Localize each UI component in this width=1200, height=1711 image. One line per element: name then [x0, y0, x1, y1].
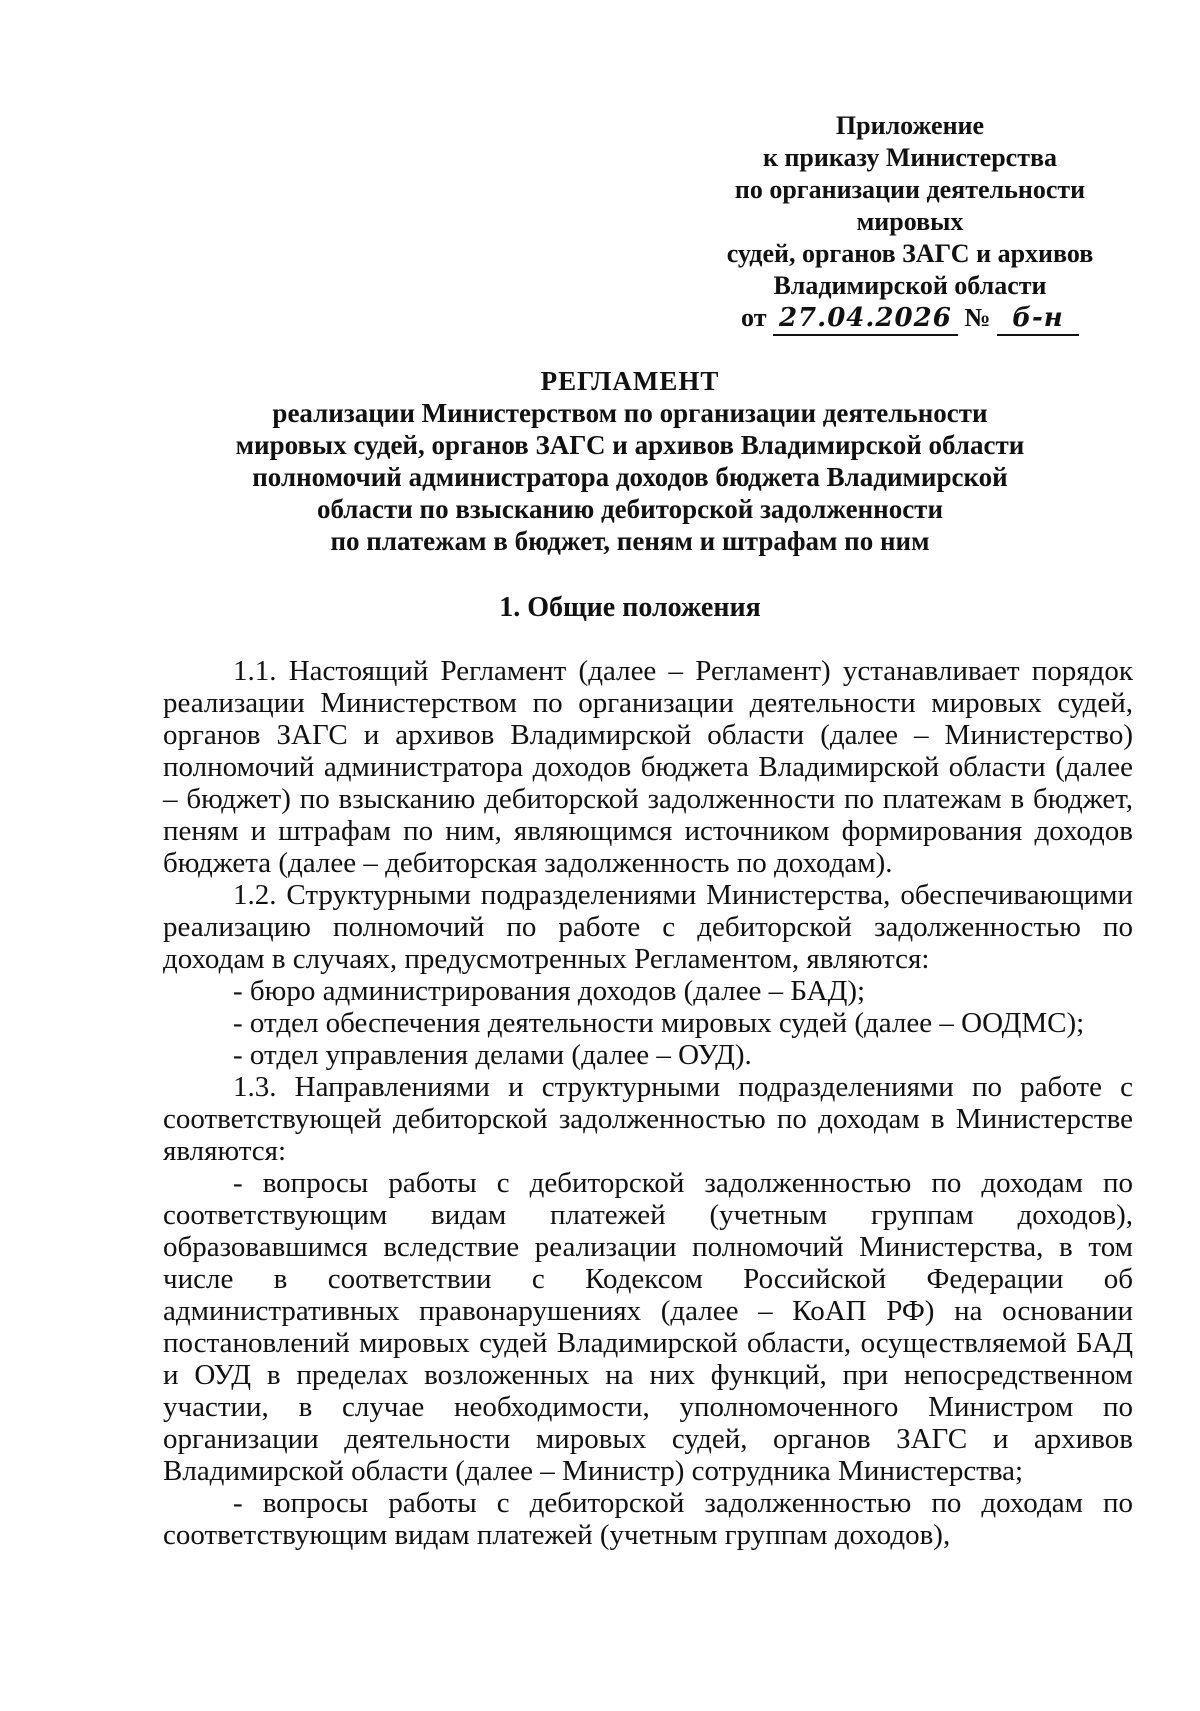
title-line: по платежам в бюджет, пеням и штрафам по ним [330, 526, 930, 556]
list-item: - отдел обеспечения деятельности мировых судей (далее – ООДМС); [233, 1007, 1085, 1039]
list-item: - бюро администрирования доходов (далее – БАД); [233, 975, 866, 1007]
handwritten-number: б-н [997, 302, 1079, 336]
title-line: реализации Министерством по организации деятельности [272, 398, 988, 428]
number-prefix: № [964, 303, 991, 332]
document-title [130, 365, 1130, 557]
paragraph-1-2: 1.2. Структурными подразделениями Министерства, обеспечивающими реализацию полномочий по работе с дебиторской задолженностью по доходам в случаях, предусмотренных Регламентом, являются: [163, 879, 1133, 975]
section-heading: 1. Общие положения [499, 592, 761, 623]
paragraph-1-3-b: - вопросы работы с дебиторской задолженностью по доходам по соответствующим видам платежей (учетным группам доходов), [163, 1487, 1133, 1551]
appendix-line: по организации деятельности мировых [734, 175, 1086, 236]
list-item: - отдел управления делами (далее – ОУД). [233, 1039, 752, 1071]
appendix-date-line [690, 302, 1130, 336]
handwritten-date: 27.04.2026 [773, 302, 958, 336]
paragraph-1-3-a: - вопросы работы с дебиторской задолженностью по доходам по соответствующим видам платежей (учетным группам доходов), образовавшимся вследствие реализации полномочий Министерства, в том числе в соответствии с Кодексом Российской Федерации об административных правонарушениях (далее – КоАП РФ) на основании постановлений мировых судей Владимирской области, осуществляемой БАД и ОУД в пределах возложенных на них функций, при непосредственном участии, в случае необходимости, уполномоченного Министром по организации деятельности мировых судей, органов ЗАГС и архивов Владимирской области (далее – Министр) сотрудника Министерства; [163, 1167, 1133, 1487]
appendix-line: судей, органов ЗАГС и архивов [726, 239, 1094, 268]
paragraph-1-1: 1.1. Настоящий Регламент (далее – Регламент) устанавливает порядок реализации Министерством по организации деятельности мировых судей, органов ЗАГС и архивов Владимирской области (далее – Министерство) полномочий администратора доходов бюджета Владимирской области (далее – бюджет) по взысканию дебиторской задолженности по платежам в бюджет, пеням и штрафам по ним, являющимся источником формирования доходов бюджета (далее – дебиторская задолженность по доходам). [163, 655, 1133, 879]
title-main: РЕГЛАМЕНТ [540, 366, 720, 396]
appendix-line: Приложение [835, 111, 985, 140]
document-body [163, 655, 1133, 1551]
appendix-line: к приказу Министерства [762, 143, 1058, 172]
paragraph-1-3: 1.3. Направлениями и структурными подразделениями по работе с соответствующей дебиторской задолженностью по доходам в Министерстве являются: [163, 1071, 1133, 1167]
title-line: области по взысканию дебиторской задолженности [316, 494, 943, 524]
date-prefix: от [741, 303, 767, 332]
title-line: мировых судей, органов ЗАГС и архивов Владимирской области [235, 430, 1025, 460]
title-line: полномочий администратора доходов бюджета Владимирской [252, 462, 1008, 492]
appendix-block [690, 110, 1130, 336]
appendix-line: Владимирской области [773, 271, 1047, 300]
